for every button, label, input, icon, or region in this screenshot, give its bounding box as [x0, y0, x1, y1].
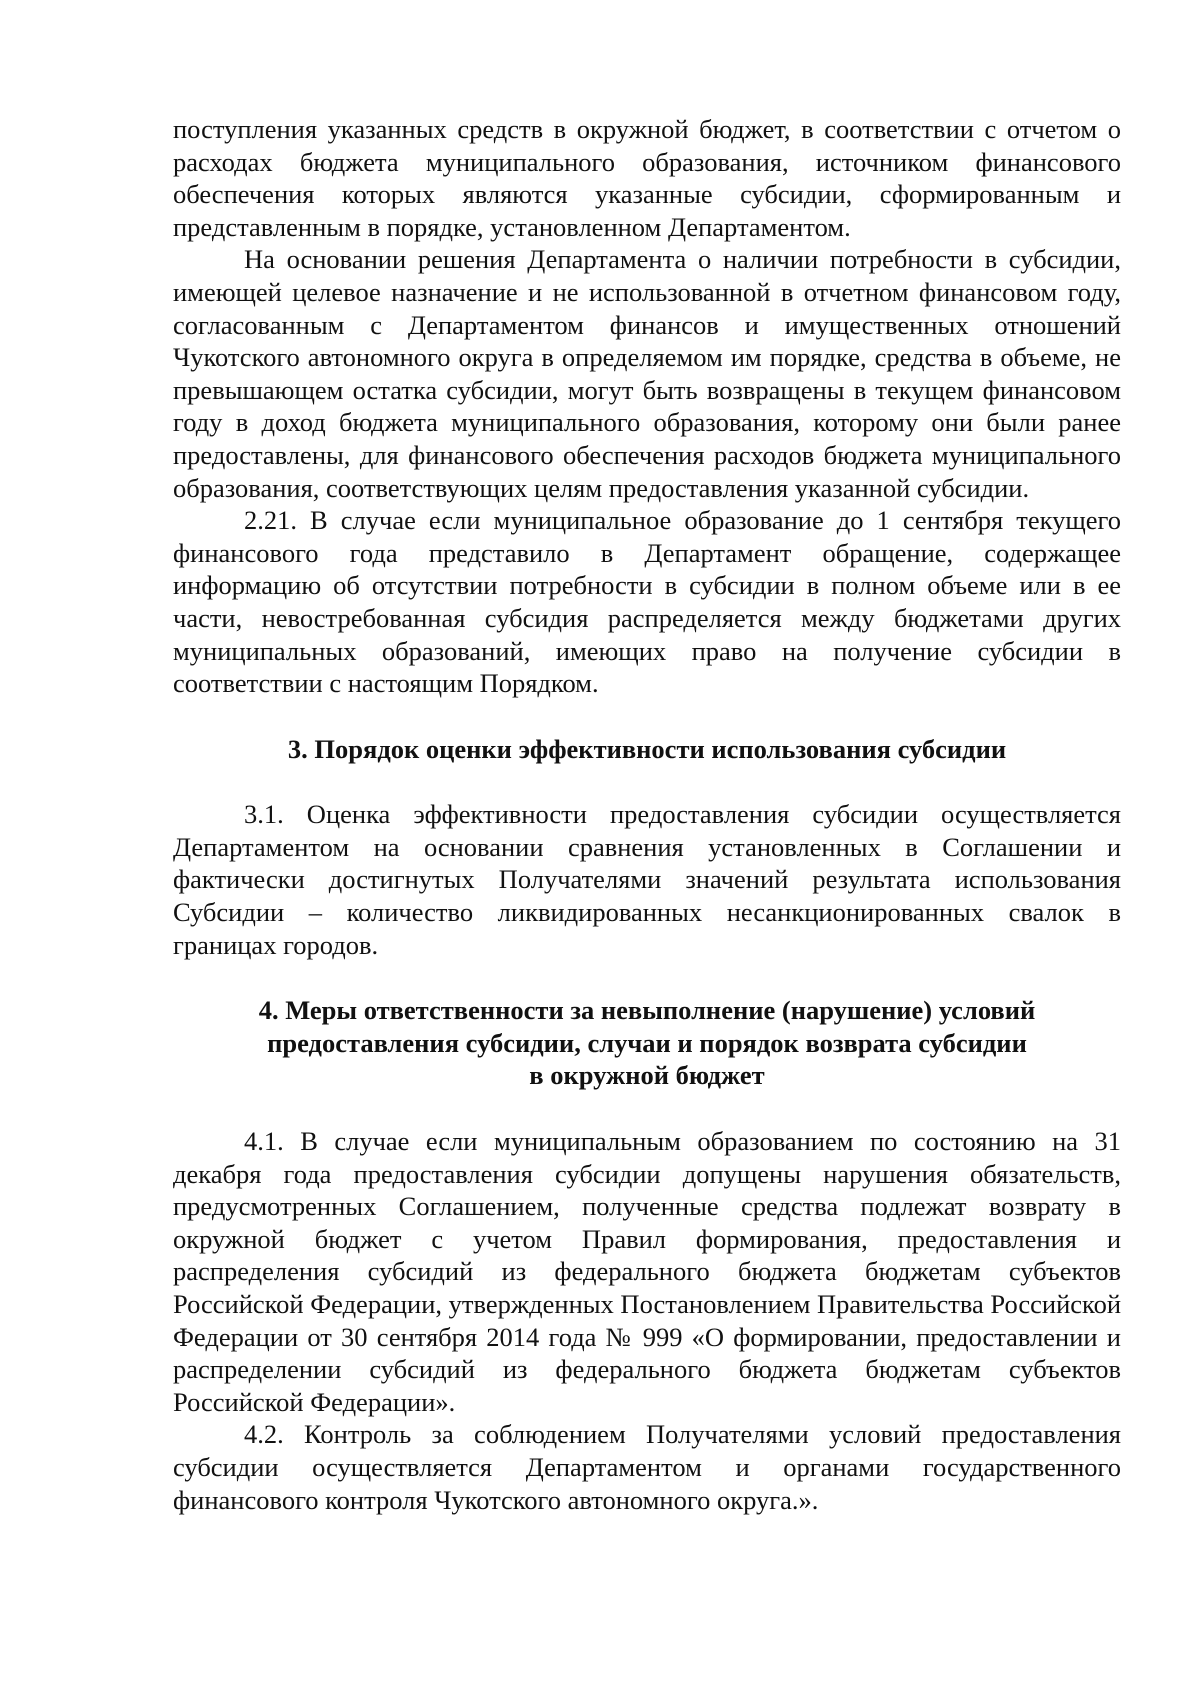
paragraph-4-1: 4.1. В случае если муниципальным образованием по состоянию на 31 декабря года предоставления субсидии допущены нарушения обязательств, предусмотренных Соглашением, полученные средства подлежат возврату в окружной бюджет с учетом Правил формирования, предоставления и распределения субсидий из федерального бюджета бюджетам субъектов Российской Федерации, утвержденных Постановлением Правительства Российской Федерации от 30 сентября 2014 года № 999 «О формировании, предоставлении и распределении субсидий из федерального бюджета бюджетам субъектов Российской Федерации».	[173, 1126, 1121, 1417]
section-4-heading-line-1: 4. Меры ответственности за невыполнение (нарушение) условий	[258, 995, 1036, 1026]
paragraph-continuation: поступления указанных средств в окружной бюджет, в соответствии с отчетом о расходах бюджета муниципального образования, источником финансового обеспечения которых являются указанные субсидии, сформированным и представленным в порядке, установленном Департаментом.	[173, 114, 1121, 242]
paragraph-department-decision: На основании решения Департамента о наличии потребности в субсидии, имеющей целевое назначение и не использованной в отчетном финансовом году, согласованным с Департаментом финансов и имущественных отношений Чукотского автономного округа в определяемом им порядке, средства в объеме, не превышающем остатка субсидии, могут быть возвращены в текущем финансовом году в доход бюджета муниципального образования, которому они были ранее предоставлены, для финансового обеспечения расходов бюджета муниципального образования, соответствующих целям предоставления указанной субсидии.	[173, 244, 1121, 503]
section-3-heading: 3. Порядок оценки эффективности использования субсидии	[287, 733, 1007, 764]
paragraph-3-1: 3.1. Оценка эффективности предоставления субсидии осуществляется Департаментом на основании сравнения установленных в Соглашении и фактически достигнутых Получателями значений результата использования Субсидии – количество ликвидированных несанкционированных свалок в границах городов.	[173, 799, 1121, 960]
paragraph-2-21: 2.21. В случае если муниципальное образование до 1 сентября текущего финансового года представило в Департамент обращение, содержащее информацию об отсутствии потребности в субсидии в полном объеме или в ее части, невостребованная субсидия распределяется между бюджетами других муниципальных образований, имеющих право на получение субсидии в соответствии с настоящим Порядком.	[173, 505, 1121, 699]
document-page	[173, 113, 1121, 1516]
section-4-heading-line-3: в окружной бюджет	[529, 1060, 765, 1091]
section-4-heading-line-2: предоставления субсидии, случаи и порядок возврата субсидии	[267, 1027, 1027, 1058]
paragraph-4-2: 4.2. Контроль за соблюдением Получателями условий предоставления субсидии осуществляется Департаментом и органами государственного финансового контроля Чукотского автономного округа.».	[173, 1419, 1121, 1515]
section-4-heading	[173, 994, 1121, 1092]
